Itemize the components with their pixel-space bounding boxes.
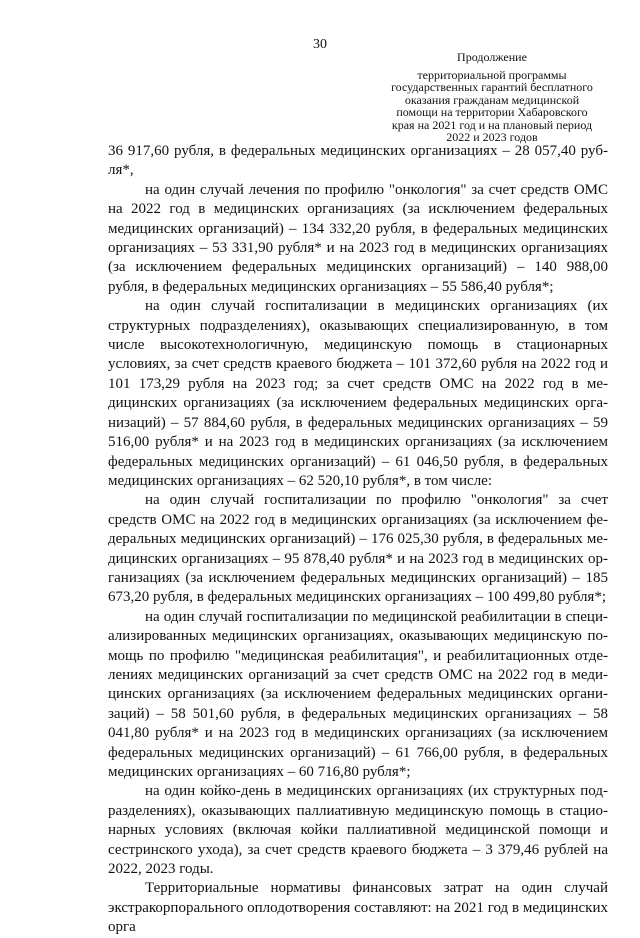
body-paragraph: Территориальные нормативы финансовых затрат на один случай экстракорпорального оплодотворения составляют: на 2021 год в медицинских орга [108,880,608,936]
body-paragraph: на один случай госпитализации в медицинских организациях (их структурных подразделениях), оказывающих специализированную, в том числе высокотехнологичную, медицинскую помощь в стационарных условиях, за счет средств краевого бюджета – 101 372,60 рубля на 2022 год и 101 173,29 рубля на 2023 год; за счет средств ОМС на 2022 год в медицинских организациях (за исключением федеральных медицинских организаций) – 57 884,60 рубля, в федеральных медицинских организациях – 59 516,00 рубля* и на 2023 год в медицинских организациях (за исключением федеральных медицинских организаций) – 61 046,50 рубля, в федеральных медицинских организациях – 62 520,10 рубля*, в том числе: [108,298,608,489]
header-line: края на 2021 год и на плановый период [391,117,593,132]
header-line: 2022 и 2023 годов [446,130,538,144]
header-line: оказания гражданам медицинской [404,92,580,107]
header-line: территориальной программы [417,67,567,82]
body-paragraph: на один случай госпитализации по медицинской реабилитации в специализированных медицинских организациях, оказывающих медицинскую помощь по профилю "медицинская реабилитация", и реабилитационных отделениях медицинских организаций за счет средств ОМС на 2022 год в медицинских организациях (за исключением федеральных медицинских организаций) – 58 501,60 рубля, в федеральных медицинских организациях – 58 041,80 рубля* и на 2023 год в медицинских организациях (за исключением федеральных медицинских организаций) – 61 766,00 рубля, в федеральных медицинских организациях – 60 716,80 рубля*; [108,608,608,780]
body-paragraph: на один случай госпитализации по профилю "онкология" за счет средств ОМС на 2022 год в медицинских организациях (за исключением федеральных медицинских организаций) – 176 025,30 рубля, в федеральных медицинских организациях – 95 878,40 рубля* и на 2023 год в медицинских организациях (за исключением федеральных медицинских организаций) – 185 673,20 рубля, в федеральных медицинских организациях – 100 499,80 рубля*; [108,492,608,606]
header-continuation: Продолжение [457,50,527,64]
body-paragraph: 36 917,60 рубля, в федеральных медицинских организациях – 28 057,40 рубля*, [108,143,608,179]
header-line: помощи на территории Хабаровского [396,105,588,119]
body-paragraph: на один случай лечения по профилю "онкология" за счет средств ОМС на 2022 год в медицинских организациях (за исключением федеральных медицинских организаций) – 134 332,20 рубля, в федеральных медицинских организациях – 53 331,90 рубля* и на 2023 год в медицинских организациях (за исключением федеральных медицинских организаций) – 140 988,00 рубля, в федеральных медицинских организациях – 55 586,40 рубля*; [108,181,608,295]
document-body [108,142,608,938]
header-line: государственных гарантий бесплатного [391,80,593,94]
page-number: 30 [313,37,327,52]
body-paragraph: на один койко-день в медицинских организациях (их структурных подразделениях), оказывающих паллиативную медицинскую помощь в стационарных условиях (включая койки паллиативной медицинской помощи и сестринского ухода), за счет средств краевого бюджета – 3 379,46 рублей на 2022, 2023 годы. [108,783,608,878]
document-header [372,51,612,144]
